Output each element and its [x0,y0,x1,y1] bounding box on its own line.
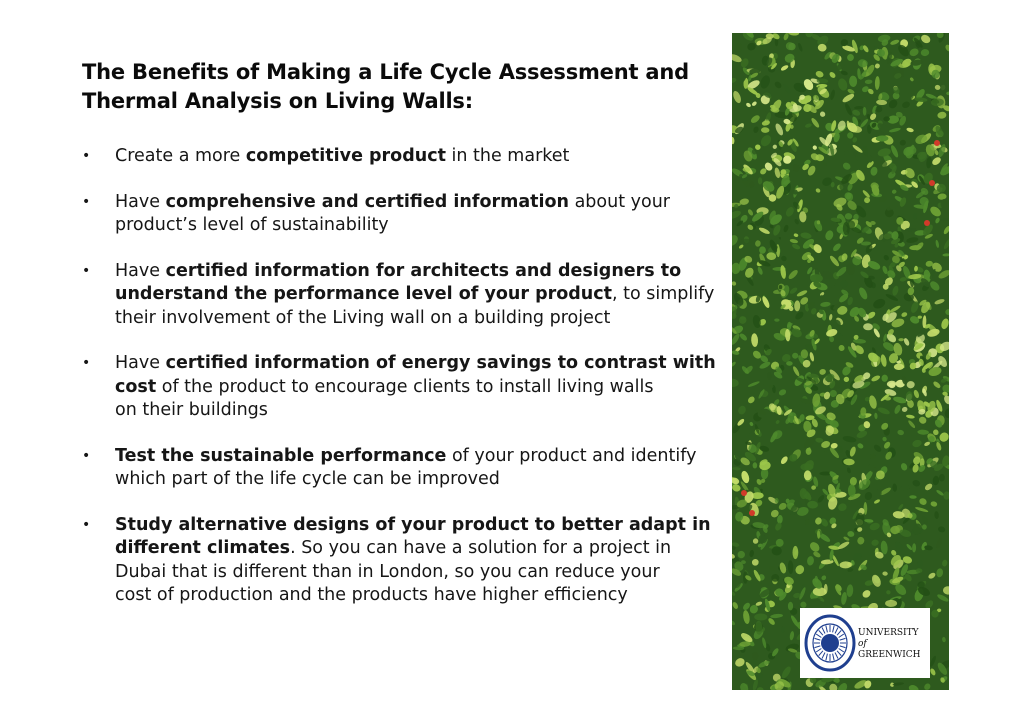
benefit-line [115,307,712,331]
benefit-text: about your [569,191,670,212]
benefit-item [82,260,715,331]
benefit-line [115,214,712,238]
title-line-2 [82,87,722,116]
benefit-text: in the market [445,146,570,166]
benefit-text: Create a more [115,146,246,166]
benefit-line [115,537,712,561]
benefit-text: product’s level of sustainability [115,215,389,235]
benefit-line [115,514,712,538]
benefit-item [82,352,716,423]
bullet-marker: • [82,447,91,464]
benefit-item [82,191,712,238]
benefit-item [82,145,712,169]
benefit-text: Have [115,353,166,373]
bullet-marker: • [82,148,91,164]
bullet-marker: • [82,193,91,210]
benefit-text: Have [115,191,166,212]
benefit-line [115,352,716,376]
university-seal-icon [804,614,856,672]
title-colon: : [464,89,473,113]
benefit-line [115,445,712,469]
benefit-text: , to simplify [612,284,715,304]
benefit-line [115,191,712,215]
benefit-line [115,399,712,423]
benefit-bold-text: certified information of energy savings to contrast with [165,353,716,373]
benefit-text: . So you can have a solution for a project in [290,538,672,558]
benefit-bold-text: understand the performance level of your product [115,284,613,304]
benefit-item [82,445,712,492]
living-wall-image [732,33,949,690]
benefit-text: Have [115,260,166,281]
benefit-bold-text: comprehensive and certified information [165,191,570,212]
bullet-marker: • [82,262,91,279]
university-logo [800,608,930,678]
benefit-text: of your product and identify [446,445,697,466]
benefit-line [115,260,712,284]
benefits-list [82,145,716,630]
benefit-bold-text: certified information for architects and designers to [165,260,682,281]
benefit-text: cost of production and the products have higher efficiency [115,585,628,605]
benefit-item [82,514,712,608]
benefit-line [115,145,712,169]
benefit-line [115,584,712,608]
bullet-marker: • [82,355,91,371]
university-wordmark [858,628,921,661]
benefit-line [115,561,712,585]
benefit-bold-text: cost [115,376,157,397]
benefit-bold-text: Study alternative designs of your product to better adapt in [115,514,711,535]
logo-of: of [858,639,867,649]
slide-title [82,58,722,116]
logo-greenwich: GREENWICH [858,650,921,660]
living-wall-photo [732,33,949,690]
title-line-2-text: Thermal Analysis on Living Walls [82,89,465,113]
benefit-text: which part of the life cycle can be improved [115,469,500,489]
benefit-text: Dubai that is different than in London, so you can reduce your [115,561,660,582]
benefit-text: on their buildings [115,400,268,420]
logo-university: UNIVERSITY [858,628,919,638]
benefit-bold-text: Test the sustainable performance [115,445,447,466]
title-line-1: The Benefits of Making a Life Cycle Assessment and [82,60,689,84]
benefit-line [115,283,715,307]
benefit-text: their involvement of the Living wall on a building project [115,307,611,328]
benefit-bold-text: competitive product [245,146,446,166]
bullet-marker: • [82,516,91,533]
benefit-line [115,376,712,400]
benefit-bold-text: different climates [115,538,291,558]
benefit-line [115,468,712,492]
benefit-text: of the product to encourage clients to install living walls [156,376,654,397]
